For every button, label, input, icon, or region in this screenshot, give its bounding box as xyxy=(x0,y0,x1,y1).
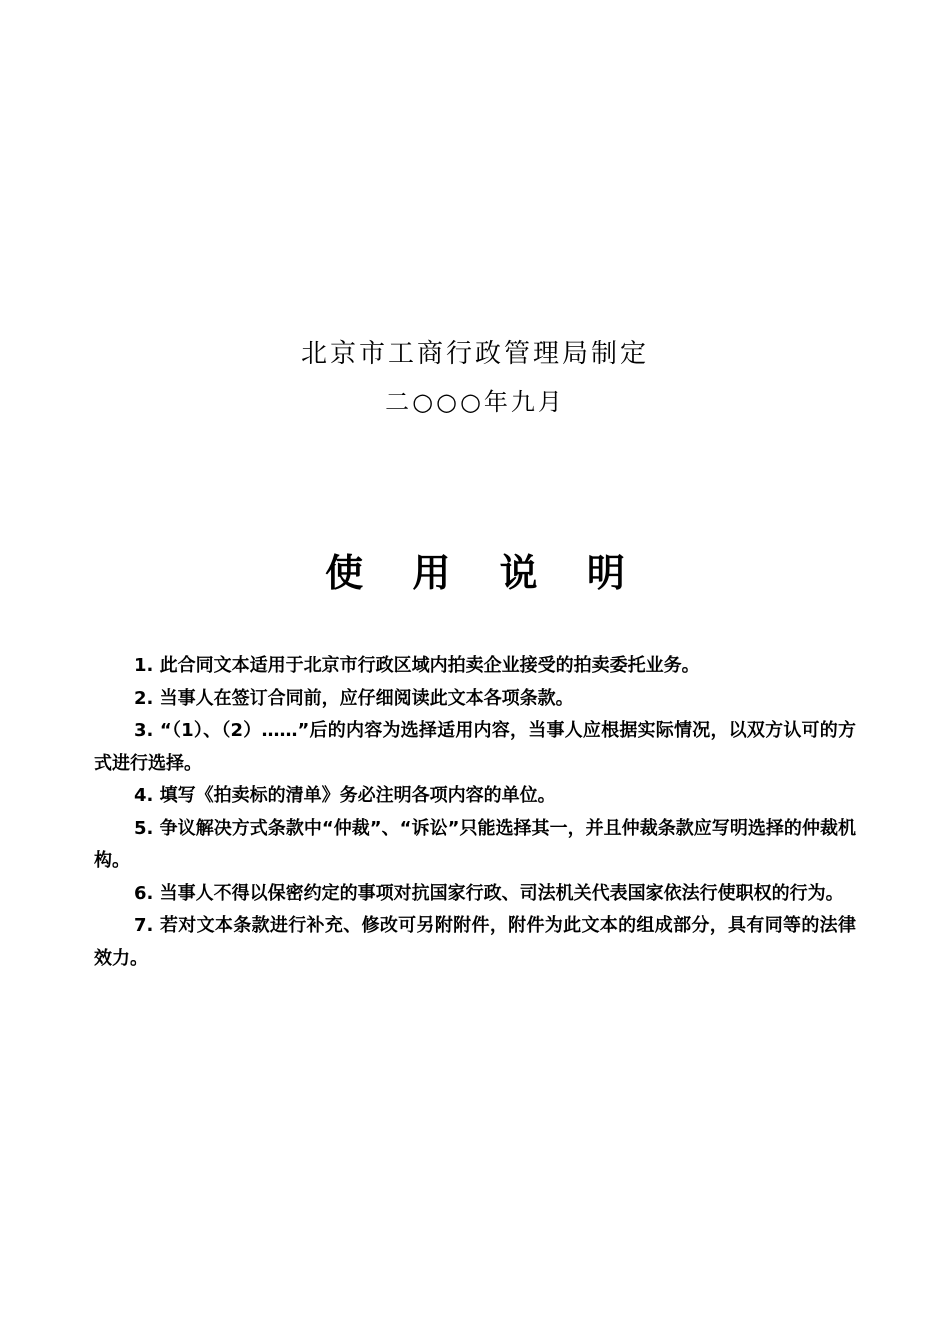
instruction-item-6: 6. 当事人不得以保密约定的事项对抗国家行政、司法机关代表国家依法行使职权的行为。 xyxy=(134,882,844,904)
instruction-item-3: 3. “（1）、（2）……”后的内容为选择适用内容，当事人应根据实际情况，以双方认可的方式进行选择。 xyxy=(94,720,856,774)
issue-date: 二○○○年九月 xyxy=(385,388,565,416)
instruction-item-4: 4. 填写《拍卖标的清单》务必注明各项内容的单位。 xyxy=(134,785,556,806)
issuer-block xyxy=(0,334,950,420)
page-title: 使 用 说 明 xyxy=(325,551,643,596)
issuer-line: 北京市工商行政管理局制定 xyxy=(300,339,649,369)
instruction-item-1: 1. 此合同文本适用于北京市行政区域内拍卖企业接受的拍卖委托业务。 xyxy=(134,655,700,676)
instruction-item-2: 2. 当事人在签订合同前，应仔细阅读此文本各项条款。 xyxy=(134,687,574,709)
instruction-item-5: 5. 争议解决方式条款中“仲裁”、“诉讼”只能选择其一，并且仲裁条款应写明选择的仲裁机构。 xyxy=(94,817,856,871)
instruction-item-7: 7. 若对文本条款进行补充、修改可另附附件，附件为此文本的组成部分，具有同等的法律效力。 xyxy=(94,915,856,969)
instructions-list xyxy=(94,650,856,975)
